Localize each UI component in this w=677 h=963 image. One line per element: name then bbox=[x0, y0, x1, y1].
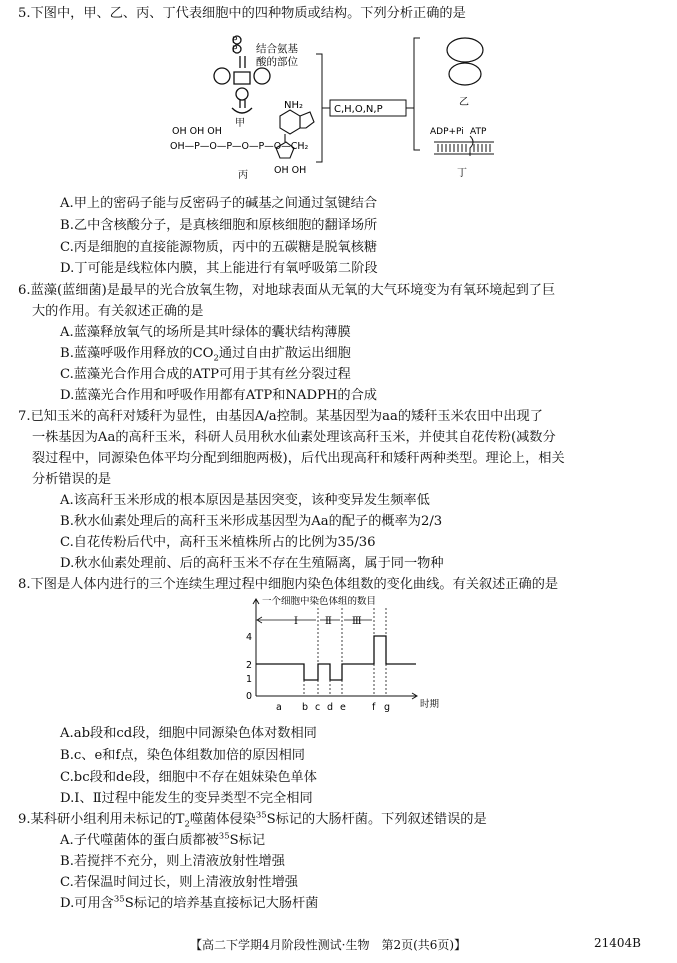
svg-text:P: P bbox=[232, 36, 238, 46]
q8-option-b: B.c、e和f点，染色体组数加倍的原因相同 bbox=[60, 748, 305, 763]
q5-option-c: C.丙是细胞的直接能源物质，丙中的五碳糖是脱氧核糖 bbox=[60, 240, 378, 255]
q7-option-b: B.秋水仙素处理后的高秆玉米形成基因型为Aa的配子的概率为2/3 bbox=[60, 514, 443, 529]
q8-chart bbox=[236, 596, 456, 716]
q8-option-d: D.Ⅰ、Ⅱ过程中能发生的变异类型不完全相同 bbox=[60, 791, 313, 806]
ding-label: 丁 bbox=[457, 168, 467, 179]
q6-option-c: C.蓝藻光合作用合成的ATP可用于其有丝分裂过程 bbox=[60, 367, 351, 382]
q7-stem-1: 7.已知玉米的高秆对矮秆为显性，由基因A/a控制。某基因型为aa的矮秆玉米农田中出现了 bbox=[18, 409, 543, 424]
membrane-shape bbox=[434, 136, 494, 156]
ytick-1: 1 bbox=[246, 674, 253, 685]
q7-stem-3: 裂过程中，同源染色体平均分配到细胞两极)，后代出现高秆和矮秆两种类型。理论上，相关 bbox=[32, 451, 565, 466]
xtick-c: c bbox=[315, 702, 321, 713]
q5-option-b: B.乙中含核酸分子，是真核细胞和原核细胞的翻译场所 bbox=[60, 218, 378, 233]
stage-1: Ⅰ bbox=[294, 616, 298, 627]
q6-option-d: D.蓝藻光合作用和呼吸作用都有ATP和NADPH的合成 bbox=[60, 388, 377, 403]
jia-note-1: 结合氨基 bbox=[256, 43, 298, 55]
q6-stem-1: 6.蓝藻(蓝细菌)是最早的光合放氧生物，对地球表面从无氧的大气环境变为有氧环境起到了巨 bbox=[18, 283, 556, 298]
nh2-label: NH₂ bbox=[284, 100, 304, 111]
q6-option-a: A.蓝藻释放氧气的场所是其叶绿体的囊状结构薄膜 bbox=[60, 325, 351, 340]
q6-stem-2: 大的作用。有关叙述正确的是 bbox=[32, 304, 204, 319]
p-row: OH—P—O—P—O—P—O—CH₂ bbox=[170, 141, 309, 152]
q7-stem-4: 分析错误的是 bbox=[32, 472, 112, 487]
q8-option-c: C.bc段和de段，细胞中不存在姐妹染色单体 bbox=[60, 770, 317, 785]
page-footer: 【高二下学期4月阶段性测试·生物 第2页(共6页)】 bbox=[190, 938, 467, 952]
adp-label: ADP+Pi bbox=[430, 127, 464, 137]
oh-sugar: OH OH bbox=[274, 165, 307, 176]
q6-option-b: B.蓝藻呼吸作用释放的$CO_2$通过自由扩散运出细胞 bbox=[60, 346, 351, 364]
ytick-2: 2 bbox=[246, 660, 253, 671]
stage-3: Ⅲ bbox=[352, 616, 362, 627]
q7-option-c: C.自花传粉后代中，高秆玉米植株所占的比例为35/36 bbox=[60, 535, 376, 550]
q5-option-d: D.丁可能是线粒体内膜，其上能进行有氧呼吸第二阶段 bbox=[60, 261, 378, 276]
q8-option-a: A.ab段和cd段，细胞中同源染色体对数相同 bbox=[60, 726, 317, 741]
ytick-0: 0 bbox=[246, 691, 253, 702]
q9-stem: 9.某科研小组利用未标记的$T_2$噬菌体侵染$^{35}$S标记的大肠杆菌。下列叙述错误的是 bbox=[18, 810, 487, 830]
q7-stem-2: 一株基因为Aa的高秆玉米，科研人员用秋水仙素处理该高秆玉米，并使其自花传粉(减数分 bbox=[32, 430, 556, 445]
xtick-a: a bbox=[276, 702, 282, 713]
q7-option-d: D.秋水仙素处理前、后的高秆玉米不存在生殖隔离，属于同一物种 bbox=[60, 556, 444, 571]
xtick-d: d bbox=[327, 702, 334, 713]
elements-box: C,H,O,N,P bbox=[334, 104, 383, 115]
q5-figure bbox=[170, 30, 520, 180]
q9-option-c: C.若保温时间过长，则上清液放射性增强 bbox=[60, 875, 298, 890]
xtick-e: e bbox=[340, 702, 346, 713]
stage-2: Ⅱ bbox=[325, 616, 332, 627]
ribosome-shape bbox=[447, 38, 483, 85]
atp-label: ATP bbox=[470, 127, 487, 137]
q9-option-d: D.可用含$^{35}$S标记的培养基直接标记大肠杆菌 bbox=[60, 894, 319, 911]
jia-label: 甲 bbox=[235, 118, 245, 129]
svg-text:P: P bbox=[232, 45, 238, 55]
xtick-b: b bbox=[302, 702, 309, 713]
q7-option-a: A.该高秆玉米形成的根本原因是基因突变，该种变异发生频率低 bbox=[60, 493, 430, 508]
q9-option-a: A.子代噬菌体的蛋白质都被$^{35}$S标记 bbox=[60, 831, 266, 848]
xtick-g: g bbox=[384, 702, 391, 713]
jia-note-2: 酸的部位 bbox=[256, 56, 298, 68]
chart-ylabel: 一个细胞中染色体组的数目 bbox=[262, 596, 377, 607]
chart-xlabel: 时期 bbox=[420, 699, 440, 710]
q9-option-b: B.若搅拌不充分，则上清液放射性增强 bbox=[60, 854, 285, 869]
bing-label: 丙 bbox=[238, 170, 248, 180]
q5-option-a: A.甲上的密码子能与反密码子的碱基之间通过氢键结合 bbox=[60, 196, 378, 211]
q5-stem: 5.下图中，甲、乙、丙、丁代表细胞中的四种物质或结构。下列分析正确的是 bbox=[18, 6, 466, 21]
chromosome-set-curve bbox=[256, 636, 416, 680]
xtick-f: f bbox=[372, 702, 376, 713]
oh-row: OH OH OH bbox=[172, 126, 222, 137]
paper-code: 21404B bbox=[594, 936, 641, 950]
q8-stem: 8.下图是人体内进行的三个连续生理过程中细胞内染色体组数的变化曲线。有关叙述正确的是 bbox=[18, 577, 559, 592]
yi-label: 乙 bbox=[459, 97, 469, 108]
ytick-4: 4 bbox=[246, 632, 253, 643]
